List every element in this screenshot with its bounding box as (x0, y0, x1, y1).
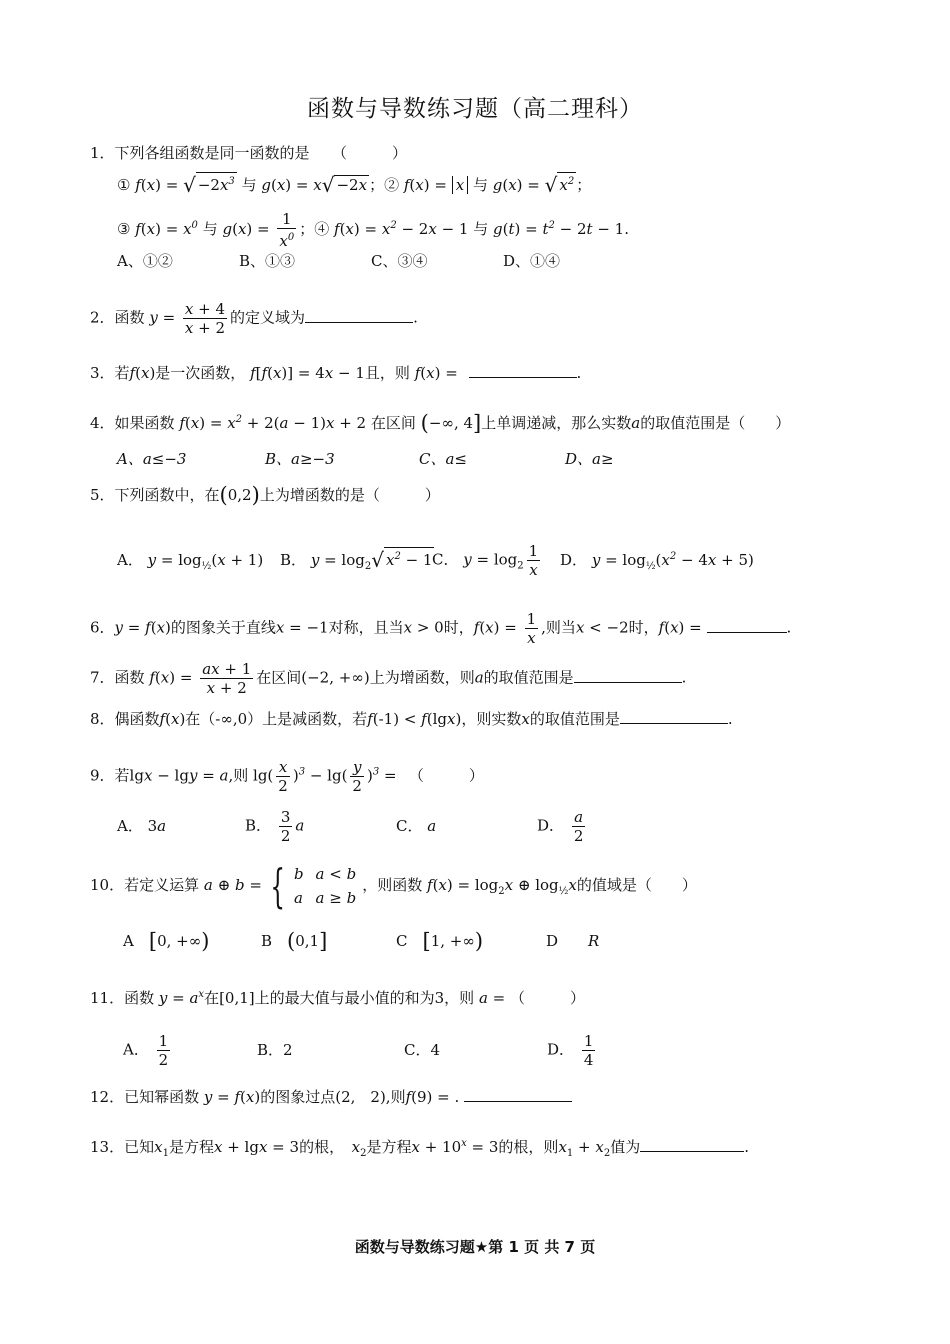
q8-answer-blank[interactable] (620, 707, 728, 724)
question-4: 4．如果函数 $f(x) = x^2 + 2(a - 1)x + 2$ 在区间 (−∞, 4]上单调递减，那么实数a的取值范围是（ ） (90, 411, 791, 435)
q10-option-d[interactable]: D R (546, 932, 600, 950)
question-8: 8．偶函数f(x)在（-∞,0）上是减函数，若f(-1) < f(lgx)，则实数x的取值范围是 . (90, 707, 733, 730)
question-1-stem: 1．下列各组函数是同一函数的是 （ ） (90, 144, 408, 162)
question-6: 6．y = f(x)的图象关于直线x = −1对称，且当x > 0时，f(x) = $\frac{1}{x}$ ,则当x < −2时，f(x) = . (90, 610, 792, 647)
q10-option-a[interactable]: A [0, +∞) (123, 929, 210, 953)
q5-option-a[interactable]: A． $y = \log_{\frac{1}{2}}(x + 1)$ (117, 550, 264, 572)
q4-option-a[interactable]: A、a≤−3 (117, 450, 187, 468)
q10-option-b[interactable]: B (0,1] (261, 929, 328, 953)
q10-option-c[interactable]: C [1, +∞) (396, 929, 484, 953)
question-1-options (117, 250, 560, 272)
page-footer: 函数与导数练习题★第 1 页 共 7 页 (354, 1238, 596, 1256)
q11-option-d[interactable]: D． $\frac{1}{4}$ (547, 1032, 594, 1069)
q5-option-b[interactable]: B． $y = \log_2√$ $x^2 - 1$ (280, 547, 433, 572)
q1-option-c[interactable]: C、③④ (371, 252, 428, 270)
question-11-options (123, 1032, 598, 1069)
q9-option-c[interactable]: C． a (396, 816, 437, 835)
q6-answer-blank[interactable] (707, 616, 787, 633)
question-1-pair-1-2: ① f(x) = √ $-2x^3$ 与 g(x) = x√ −2x ；② f(x) = x 与 g(x) = √ $x^2$ ； (117, 173, 592, 197)
q13-answer-blank[interactable] (640, 1135, 744, 1152)
q11-option-a[interactable]: A． $\frac{1}{2}$ (123, 1032, 169, 1069)
q4-option-d[interactable]: D、a≥ (565, 450, 614, 468)
q2-answer-blank[interactable] (305, 306, 413, 323)
question-3: 3．若f(x)是一次函数， f[f(x)] = 4x − 1且，则 f(x) = . (90, 361, 581, 384)
q9-option-a[interactable]: A． 3a (117, 816, 167, 835)
q11-option-b[interactable]: B．2 (257, 1040, 293, 1059)
question-13: 13．已知$x_1$是方程x + lgx = 3的根， $x_2$是方程$x + 10^x = 3$的根，则$x_1 + x_2$值为 . (90, 1133, 749, 1165)
q1-option-a[interactable]: A、①② (117, 252, 173, 270)
q11-option-c[interactable]: C．4 (404, 1040, 441, 1059)
q4-option-b[interactable]: B、a≥−3 (265, 450, 335, 468)
question-5: 5．下列函数中，在(0,2)上为增函数的是（ ） (90, 483, 440, 507)
page-title: 函数与导数练习题（高二理科） (307, 96, 643, 122)
question-5-options (117, 542, 754, 579)
question-2: 2．函数 y = $\frac{x + 4}{x + 2}$ 的定义域为 . (90, 300, 418, 337)
question-10: 10．若定义运算 a ⊕ b = { b a < b a a ≥ b，则函数 $f(x) = \log_2x$ ⊕ $\log_{\frac{1}{2}}x$的值域是（ ） (90, 859, 697, 913)
question-10-options (123, 930, 599, 952)
q7-answer-blank[interactable] (574, 666, 682, 683)
q1-option-b[interactable]: B、①③ (239, 252, 296, 270)
question-1-pair-3-4: ③ $f(x) = x^0$ 与 g(x) = $\frac{1}{x^0}$ ；④ $f(x) = x^2 - 2x - 1$ 与 $g(t) = t^2 - 2t - 1$. (117, 210, 629, 250)
q12-answer-blank[interactable] (464, 1085, 572, 1102)
question-9-options (117, 808, 588, 845)
question-4-options (117, 448, 614, 470)
question-9: 9．若lgx − lgy = a,则 lg( $\frac{x}{2}$ )$^3$ − lg( $\frac{y}{2}$ )$^3$ = （ ） (90, 758, 484, 795)
question-7: 7．函数 f(x) = $\frac{ax + 1}{x + 2}$ 在区间(−2, +∞)上为增函数，则a的取值范围是 . (90, 660, 687, 697)
q9-option-b[interactable]: B． $\frac{3}{2}$ a (245, 808, 305, 845)
q5-option-c[interactable]: C． $y = \log_2$ $\frac{1}{x}$ (432, 542, 539, 579)
q1-option-d[interactable]: D、①④ (503, 252, 561, 270)
q9-option-d[interactable]: D． $\frac{a}{2}$ (537, 808, 584, 845)
question-12: 12．已知幂函数 y = f(x)的图象过点(2, 2),则f(9) = . (90, 1085, 572, 1108)
question-11: 11．函数 $y = a^x$在[0,1]上的最大值与最小值的和为3，则 a = （ ） (90, 989, 586, 1007)
q5-option-d[interactable]: D． $y = \log_{\frac{1}{2}}(x^2 - 4x + 5)$ (560, 550, 754, 572)
q3-answer-blank[interactable] (469, 361, 577, 378)
q4-option-c[interactable]: C、a≤ (419, 450, 467, 468)
